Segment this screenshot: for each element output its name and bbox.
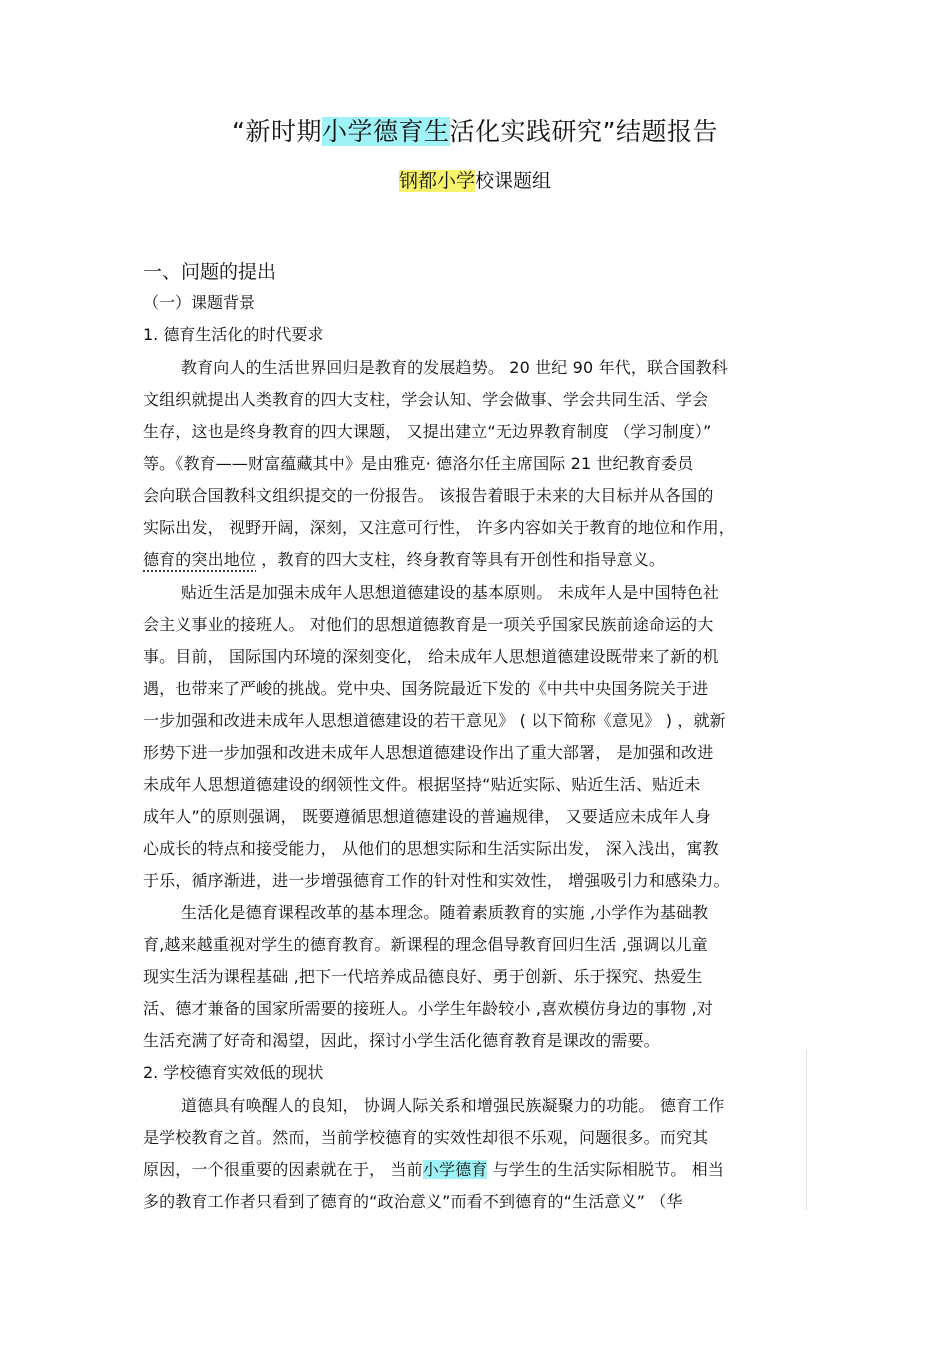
para4-line-3-before: 原因，一个很重要的因素就在于， 当前 — [143, 1160, 423, 1179]
para1-line-1: 教育向人的生活世界回归是教育的发展趋势。 20 世纪 90 年代，联合国教科 — [181, 358, 728, 377]
para2-line-8: 成年人”的原则强调， 既要遵循思想道德建设的普遍规律， 又要适应未成年人身 — [143, 807, 712, 826]
title-highlight: 小学德育生 — [321, 117, 450, 146]
para2-line-4: 遇，也带来了严峻的挑战。党中央、国务院最近下发的《中共中央国务院关于进 — [143, 679, 709, 698]
para2-line-7: 未成年人思想道德建设的纲领性文件。根据坚持“贴近实际、贴近生活、贴近未 — [143, 775, 701, 794]
para2-line-10: 于乐，循序渐进，进一步增强德育工作的针对性和实效性， 增强吸引力和感染力。 — [143, 871, 730, 890]
margin-rule — [806, 1050, 807, 1210]
para3-line-5: 生活充满了好奇和渴望，因此，探讨小学生活化德育教育是课改的需要。 — [143, 1031, 660, 1050]
document-title — [0, 112, 950, 148]
para2-line-6: 形势下进一步加强和改进未成年人思想道德建设作出了重大部署， 是加强和改进 — [143, 743, 714, 762]
dotted-emphasis: 德育的突出地位 — [143, 550, 257, 569]
subsection-heading-background: （一）课题背景 — [143, 293, 256, 312]
para2-line-2: 会主义事业的接班人。 对他们的思想道德教育是一项关乎国家民族前途命运的大 — [143, 615, 714, 634]
title-text-before: “新时期 — [232, 117, 322, 146]
section-heading-1: 一、问题的提出 — [143, 261, 277, 283]
para2-line-5: 一步加强和改进未成年人思想道德建设的若干意见》 ( 以下简称《意见》 ) ，就新 — [143, 711, 726, 730]
para1-line-7-rest: ，教育的四大支柱，终身教育等具有开创性和指导意义。 — [256, 550, 666, 569]
para3-line-4: 活、德才兼备的国家所需要的接班人。小学生年龄较小 ,喜欢模仿身边的事物 ,对 — [143, 999, 714, 1018]
para1-line-5: 会向联合国教科文组织提交的一份报告。 该报告着眼于未来的大目标并从各国的 — [143, 486, 714, 505]
para2-line-1: 贴近生活是加强未成年人思想道德建设的基本原则。 未成年人是中国特色社 — [181, 583, 720, 602]
title-text-after: 活化实践研究”结题报告 — [449, 117, 718, 146]
subtitle-highlight: 钢都小学 — [398, 170, 475, 192]
para2-line-9: 心成长的特点和接受能力， 从他们的思想实际和生活实际出发， 深入浅出，寓教 — [143, 839, 719, 858]
para4-line-3 — [143, 1157, 808, 1180]
highlight-moral-education: 小学德育 — [422, 1160, 488, 1179]
para1-line-3: 生存，这也是终身教育的四大课题， 又提出建立“无边界教育制度 （学习制度）” — [143, 422, 712, 441]
para4-line-1: 道德具有唤醒人的良知， 协调人际关系和增强民族凝聚力的功能。 德育工作 — [181, 1096, 725, 1115]
para3-line-2: 育,越来越重视对学生的德育教育。新课程的理念倡导教育回归生活 ,强调以儿童 — [143, 935, 708, 954]
subtitle-text-after: 校课题组 — [475, 170, 552, 192]
para1-line-7 — [143, 547, 808, 570]
heading-low-effectiveness: 2. 学校德育实效低的现状 — [143, 1063, 324, 1082]
heading-era-requirement: 1. 德育生活化的时代要求 — [143, 325, 324, 344]
para1-line-6: 实际出发， 视野开阔，深刻，又注意可行性， 许多内容如关于教育的地位和作用， — [143, 518, 735, 537]
para4-line-3-after: 与学生的生活实际相脱节。 相当 — [487, 1160, 724, 1179]
para3-line-3: 现实生活为课程基础 ,把下一代培养成品德良好、勇于创新、乐于探究、热爱生 — [143, 967, 703, 986]
para4-line-4: 多的教育工作者只看到了德育的“政治意义”而看不到德育的“生活意义” （华 — [143, 1192, 683, 1211]
para1-line-4: 等。《教育——财富蕴藏其中》是由雅克· 德洛尔任主席国际 21 世纪教育委员 — [143, 454, 694, 473]
para3-line-1: 生活化是德育课程改革的基本理念。随着素质教育的实施 ,小学作为基础教 — [181, 903, 709, 922]
para4-line-2: 是学校教育之首。然而，当前学校德育的实效性却很不乐观，问题很多。而究其 — [143, 1128, 709, 1147]
para1-line-2: 文组织就提出人类教育的四大支柱，学会认知、学会做事、学会共同生活、学会 — [143, 390, 709, 409]
document-subtitle — [0, 166, 950, 193]
para2-line-3: 事。目前， 国际国内环境的深刻变化， 给未成年人思想道德建设既带来了新的机 — [143, 647, 719, 666]
